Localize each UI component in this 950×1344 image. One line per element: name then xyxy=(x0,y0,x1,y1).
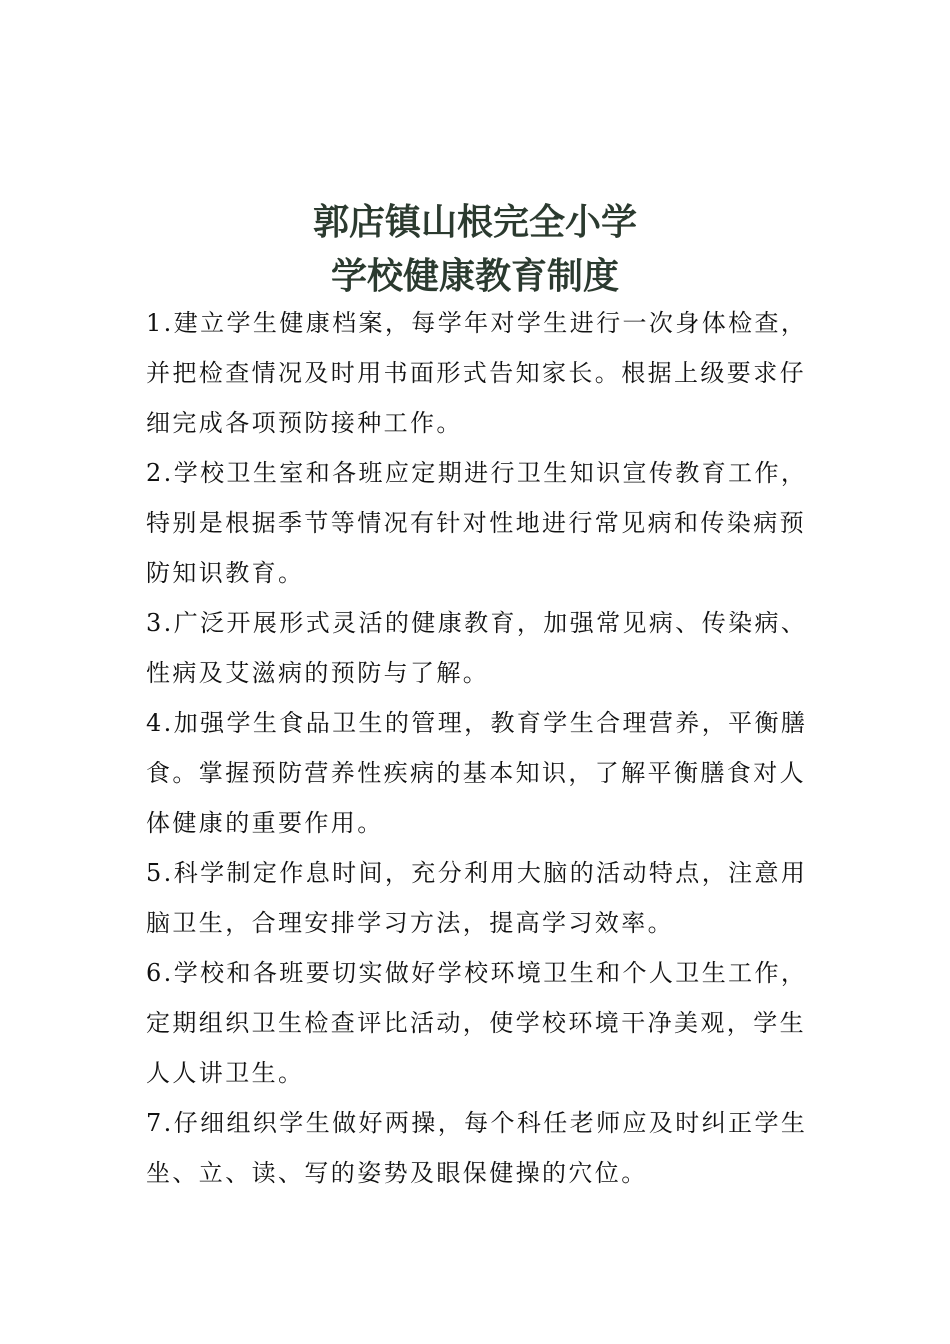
body-line: 2.学校卫生室和各班应定期进行卫生知识宣传教育工作， xyxy=(146,459,808,487)
body-line: 食。掌握预防营养性疾病的基本知识，了解平衡膳食对人 xyxy=(146,759,806,787)
body-line: 脑卫生，合理安排学习方法，提高学习效率。 xyxy=(146,909,674,937)
body-line: 细完成各项预防接种工作。 xyxy=(146,409,463,437)
body-line: 4.加强学生食品卫生的管理，教育学生合理营养，平衡膳 xyxy=(146,709,808,737)
body-line: 并把检查情况及时用书面形式告知家长。根据上级要求仔 xyxy=(146,359,806,387)
body-line: 性病及艾滋病的预防与了解。 xyxy=(146,659,490,687)
body-line: 5.科学制定作息时间，充分利用大脑的活动特点，注意用 xyxy=(146,859,808,887)
body-line: 6.学校和各班要切实做好学校环境卫生和个人卫生工作， xyxy=(146,959,808,987)
body-line: 坐、立、读、写的姿势及眼保健操的穴位。 xyxy=(146,1159,648,1187)
body-line: 体健康的重要作用。 xyxy=(146,809,384,837)
title-school-name: 郭店镇山根完全小学 xyxy=(312,202,637,243)
body-line: 1.建立学生健康档案，每学年对学生进行一次身体检查， xyxy=(146,309,808,337)
body-line: 防知识教育。 xyxy=(146,559,305,587)
body-line: 7.仔细组织学生做好两操，每个科任老师应及时纠正学生 xyxy=(146,1109,808,1137)
body-line: 人人讲卫生。 xyxy=(146,1059,305,1087)
body-line: 定期组织卫生检查评比活动，使学校环境干净美观，学生 xyxy=(146,1009,806,1037)
title-policy-name: 学校健康教育制度 xyxy=(330,256,619,297)
body-line: 3.广泛开展形式灵活的健康教育，加强常见病、传染病、 xyxy=(146,609,808,637)
document-title xyxy=(0,196,950,304)
body-line: 特别是根据季节等情况有针对性地进行常见病和传染病预 xyxy=(146,509,806,537)
document-body xyxy=(146,298,810,1198)
